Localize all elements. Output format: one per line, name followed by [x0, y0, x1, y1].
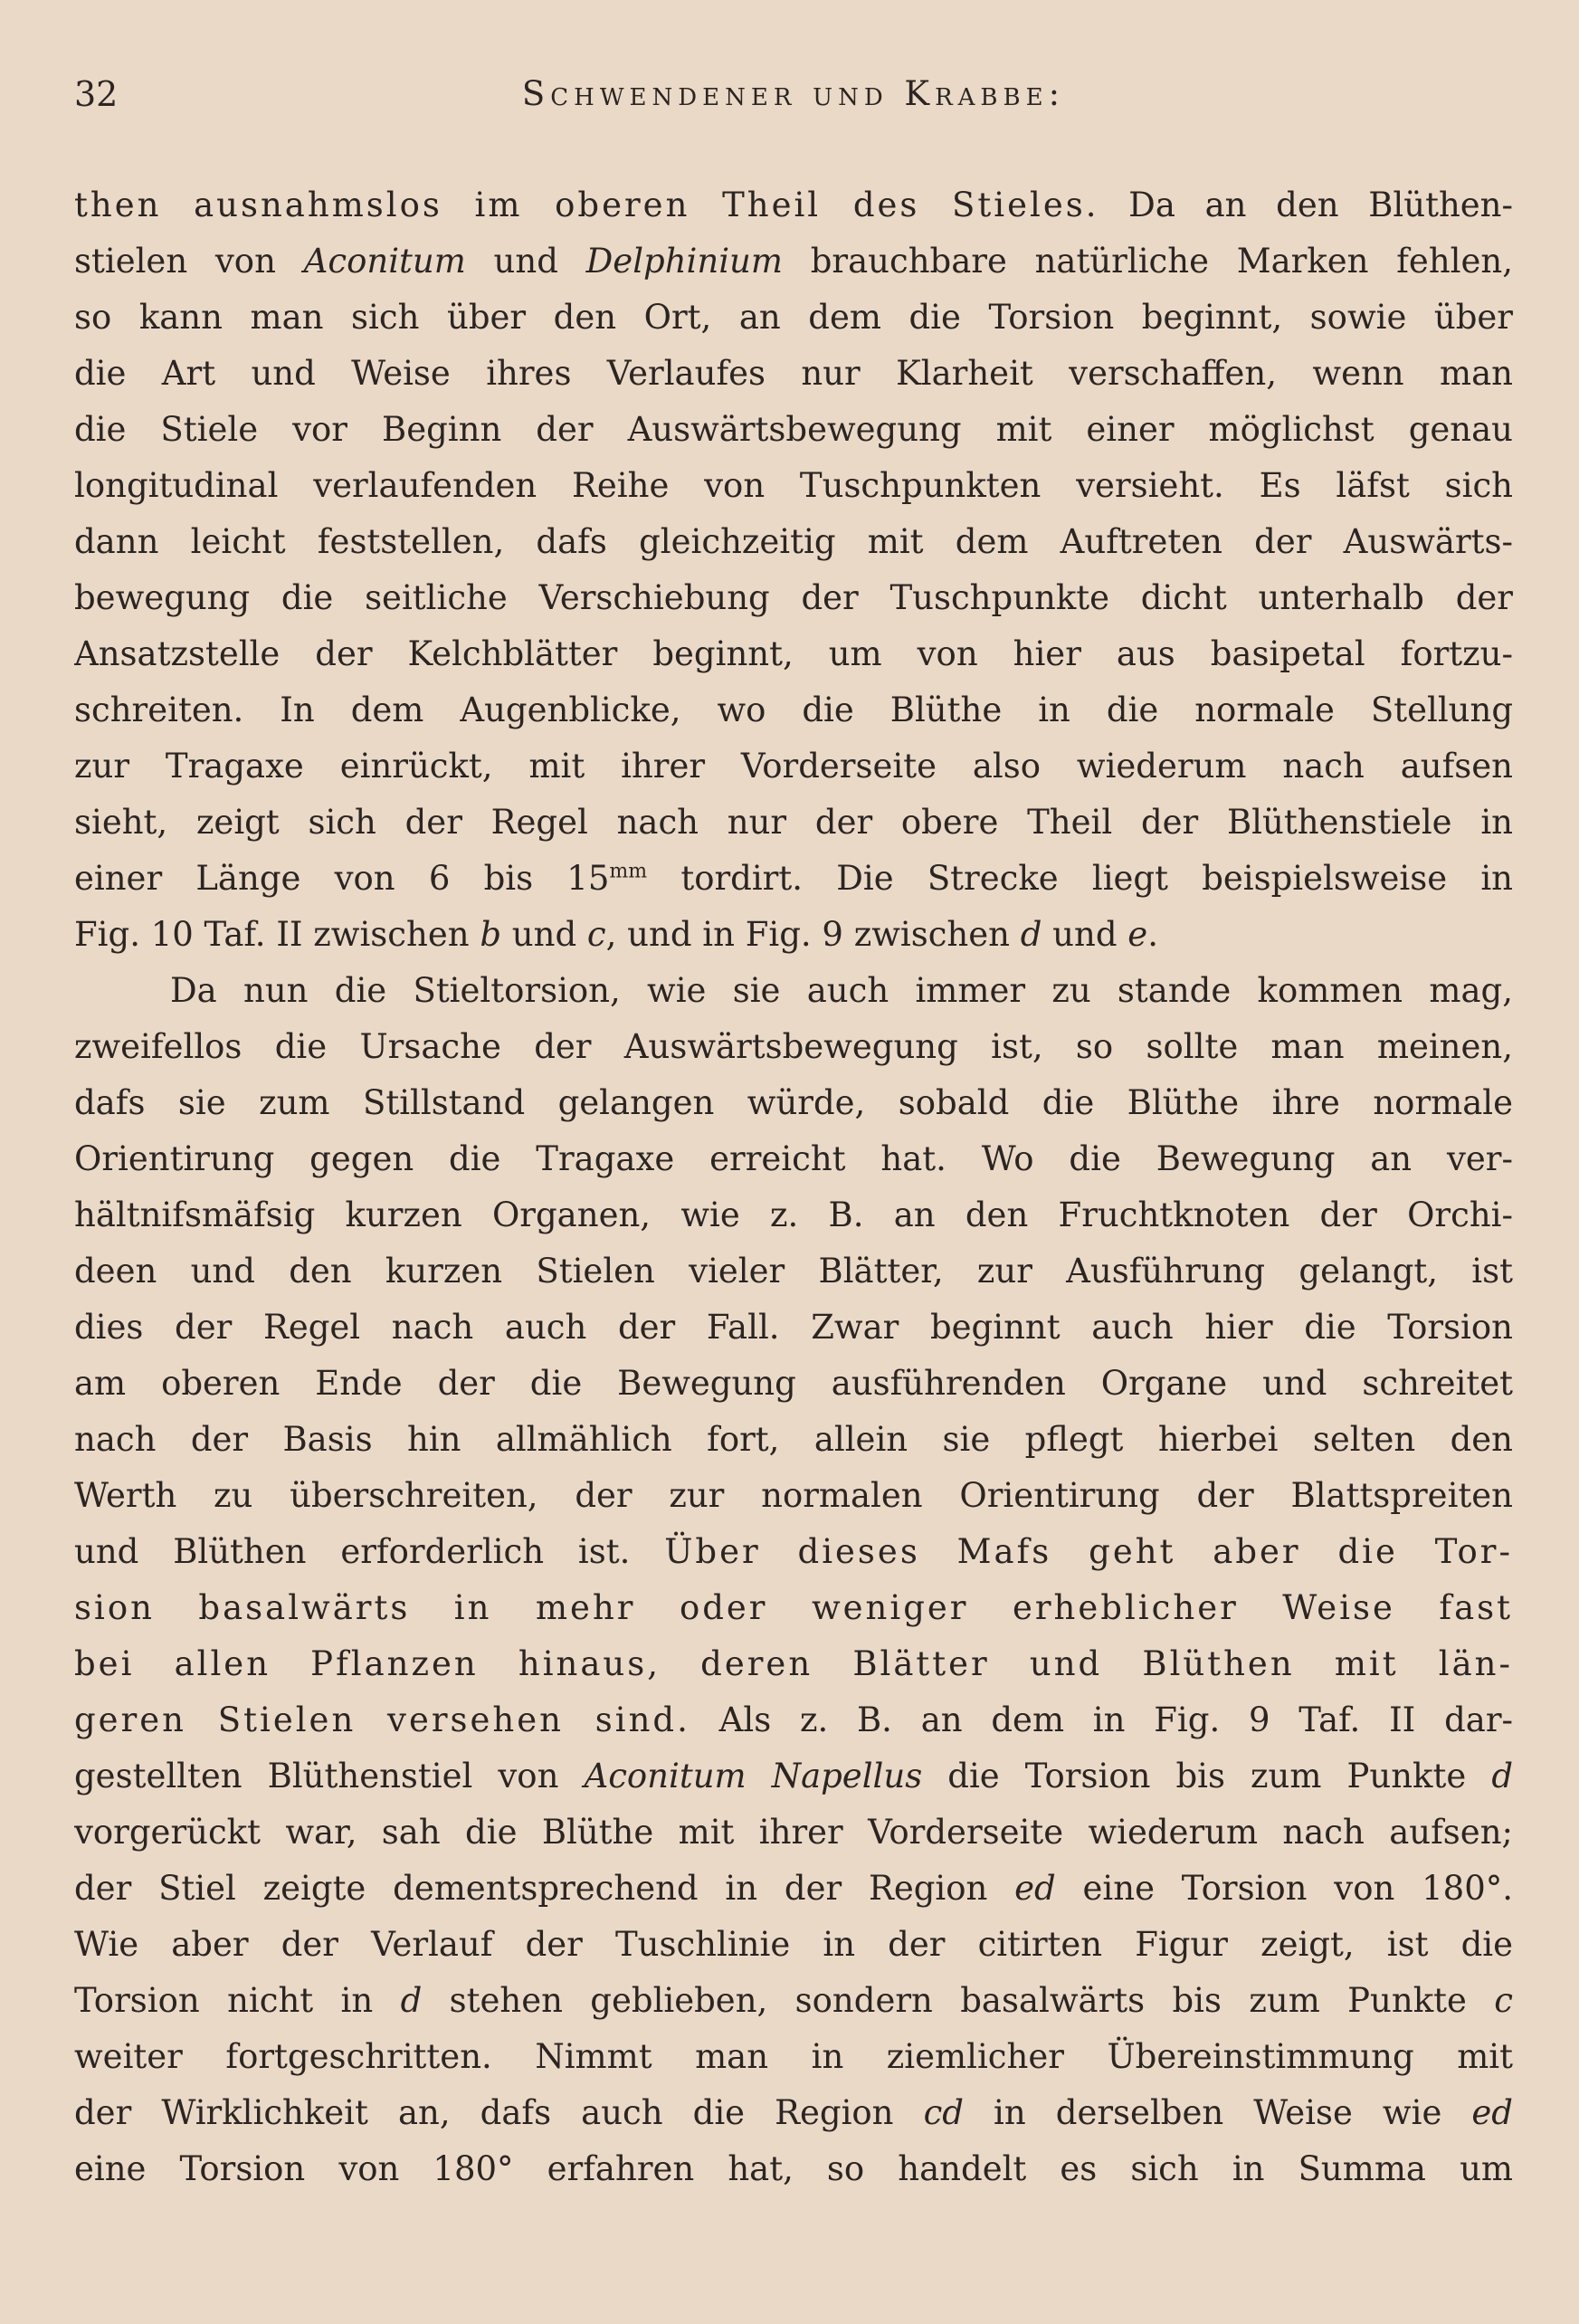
text-run: stielen von	[74, 242, 304, 281]
text-run: dafs sie zum Stillstand gelangen würde, sobald die Blüthe ihre normale	[74, 1083, 1513, 1122]
text-line	[74, 626, 1513, 682]
text-line	[74, 1580, 1513, 1636]
italic-text: ed	[1471, 2093, 1513, 2132]
italic-text: Delphinium	[585, 242, 783, 281]
text-run: nach der Basis hin allmählich fort, allein sie pflegt hierbei selten den	[74, 1420, 1513, 1459]
text-line	[74, 907, 1513, 963]
italic-text: d	[400, 1981, 423, 2020]
text-run: Ansatzstelle der Kelchblätter beginnt, um von hier aus basipetal fortzu-	[74, 634, 1513, 673]
text-line	[74, 1468, 1513, 1524]
text-run: bewegung die seitliche Verschiebung der Tuschpunkte dicht unterhalb der	[74, 578, 1513, 617]
superscript-unit: mm	[609, 860, 648, 883]
text-run: bei allen Pflanzen hinaus, deren Blätter und Blüthen mit län-	[74, 1644, 1513, 1683]
italic-text: c	[586, 915, 606, 954]
text-run: Da nun die Stieltorsion, wie sie auch immer zu stande kommen mag,	[170, 971, 1513, 1010]
text-run: Da an den Blüthen-	[1099, 186, 1513, 224]
text-run: vorgerückt war, sah die Blüthe mit ihrer Vorderseite wiederum nach aufsen;	[74, 1813, 1513, 1852]
italic-text: Aconitum	[303, 242, 466, 281]
text-line	[74, 1524, 1513, 1580]
text-line	[74, 2029, 1513, 2085]
text-run: die Art und Weise ihres Verlaufes nur Klarheit verschaffen, wenn man	[74, 354, 1513, 393]
text-run: und	[501, 915, 587, 954]
text-run: Orientirung gegen die Tragaxe erreicht hat. Wo die Bewegung an ver-	[74, 1139, 1513, 1178]
text-run: tordirt. Die Strecke liegt beispielsweise in	[647, 859, 1513, 898]
text-line	[74, 795, 1513, 851]
text-line	[74, 1748, 1513, 1805]
text-run: Als z. B. an dem in Fig. 9 Taf. II dar-	[690, 1700, 1513, 1739]
text-run: Torsion nicht in	[74, 1981, 401, 2020]
text-line	[74, 1805, 1513, 1861]
page-header	[74, 74, 1513, 129]
running-head: Schwendener und Krabbe:	[521, 74, 1066, 113]
italic-text: d	[1020, 915, 1042, 954]
text-line	[74, 1412, 1513, 1468]
text-run: sion basalwärts in mehr oder weniger erheblicher Weise fast	[74, 1588, 1513, 1627]
text-line	[74, 290, 1513, 346]
text-line	[74, 1131, 1513, 1187]
text-run: zweifellos die Ursache der Auswärtsbewegung ist, so sollte man meinen,	[74, 1027, 1513, 1066]
italic-text: ed	[1014, 1869, 1056, 1908]
text-run: einer Länge von 6 bis 15	[74, 859, 610, 898]
text-run: und Blüthen erforderlich ist.	[74, 1532, 665, 1571]
text-run: weiter fortgeschritten. Nimmt man in ziemlicher Übereinstimmung mit	[74, 2037, 1513, 2076]
text-line	[74, 851, 1513, 907]
text-run: die Stiele vor Beginn der Auswärtsbewegung mit einer möglichst genau	[74, 410, 1513, 449]
text-line	[74, 514, 1513, 570]
text-run: deen und den kurzen Stielen vieler Blätter, zur Ausführung gelangt, ist	[74, 1252, 1513, 1291]
text-line	[74, 1861, 1513, 1917]
text-line	[74, 1973, 1513, 2029]
text-run: brauchbare natürliche Marken fehlen,	[782, 242, 1513, 281]
text-run: stehen geblieben, sondern basalwärts bis zum Punkte	[422, 1981, 1495, 2020]
text-run: eine Torsion von 180°.	[1055, 1869, 1513, 1908]
italic-text: d	[1491, 1757, 1513, 1795]
text-line	[74, 1187, 1513, 1243]
text-run: und	[1042, 915, 1128, 954]
text-line	[74, 1075, 1513, 1131]
italic-text: e	[1127, 915, 1148, 954]
text-line	[74, 1019, 1513, 1075]
text-run: am oberen Ende der die Bewegung ausführenden Organe und schreitet	[74, 1364, 1513, 1403]
text-run: Wie aber der Verlauf der Tuschlinie in der citirten Figur zeigt, ist die	[74, 1925, 1513, 1964]
text-run: Über dieses Mafs geht aber die Tor-	[664, 1532, 1513, 1571]
text-line	[74, 458, 1513, 514]
italic-text: b	[480, 915, 502, 954]
text-run: .	[1147, 915, 1158, 954]
text-line	[74, 1300, 1513, 1356]
text-line	[74, 963, 1513, 1019]
text-run: geren Stielen versehen sind.	[74, 1700, 690, 1739]
text-line	[74, 570, 1513, 626]
text-line	[74, 682, 1513, 738]
text-run: der Wirklichkeit an, dafs auch die Region	[74, 2093, 924, 2132]
text-run: , und in Fig. 9 zwischen	[605, 915, 1021, 954]
text-line	[74, 1243, 1513, 1300]
text-run: hältnifsmäfsig kurzen Organen, wie z. B. an den Fruchtknoten der Orchi-	[74, 1195, 1513, 1234]
text-line	[74, 1636, 1513, 1692]
italic-text: c	[1494, 1981, 1513, 2020]
text-run: so kann man sich über den Ort, an dem die Torsion beginnt, sowie über	[74, 298, 1513, 337]
text-line	[74, 2141, 1513, 2197]
text-line	[74, 402, 1513, 458]
text-run: Fig. 10 Taf. II zwischen	[74, 915, 480, 954]
text-run: zur Tragaxe einrückt, mit ihrer Vorderseite also wiederum nach aufsen	[74, 747, 1513, 786]
text-run: Werth zu überschreiten, der zur normalen Orientirung der Blattspreiten	[74, 1476, 1513, 1515]
text-line	[74, 1356, 1513, 1412]
body-text	[74, 177, 1513, 2197]
text-run: und	[465, 242, 586, 281]
text-run: schreiten. In dem Augenblicke, wo die Blüthe in die normale Stellung	[74, 691, 1513, 729]
text-run: longitudinal verlaufenden Reihe von Tuschpunkten versieht. Es läfst sich	[74, 466, 1513, 505]
text-run: gestellten Blüthenstiel von	[74, 1757, 585, 1795]
text-run: in derselben Weise wie	[964, 2093, 1472, 2132]
text-line	[74, 346, 1513, 402]
text-line	[74, 738, 1513, 795]
text-run: eine Torsion von 180° erfahren hat, so handelt es sich in Summa um	[74, 2149, 1513, 2188]
text-run: then ausnahmslos im oberen Theil des Stieles.	[74, 186, 1099, 224]
text-line	[74, 2085, 1513, 2141]
italic-text: cd	[923, 2093, 964, 2132]
text-run: der Stiel zeigte dementsprechend in der Region	[74, 1869, 1015, 1908]
text-run: dies der Regel nach auch der Fall. Zwar beginnt auch hier die Torsion	[74, 1308, 1513, 1347]
text-line	[74, 1692, 1513, 1748]
text-line	[74, 1917, 1513, 1973]
text-run: sieht, zeigt sich der Regel nach nur der obere Theil der Blüthenstiele in	[74, 803, 1513, 842]
text-line	[74, 233, 1513, 290]
italic-text: Aconitum Napellus	[584, 1757, 923, 1795]
page-number: 32	[74, 74, 119, 114]
text-run: dann leicht feststellen, dafs gleichzeitig mit dem Auftreten der Auswärts-	[74, 522, 1513, 561]
text-run: die Torsion bis zum Punkte	[922, 1757, 1492, 1795]
text-line	[74, 177, 1513, 233]
